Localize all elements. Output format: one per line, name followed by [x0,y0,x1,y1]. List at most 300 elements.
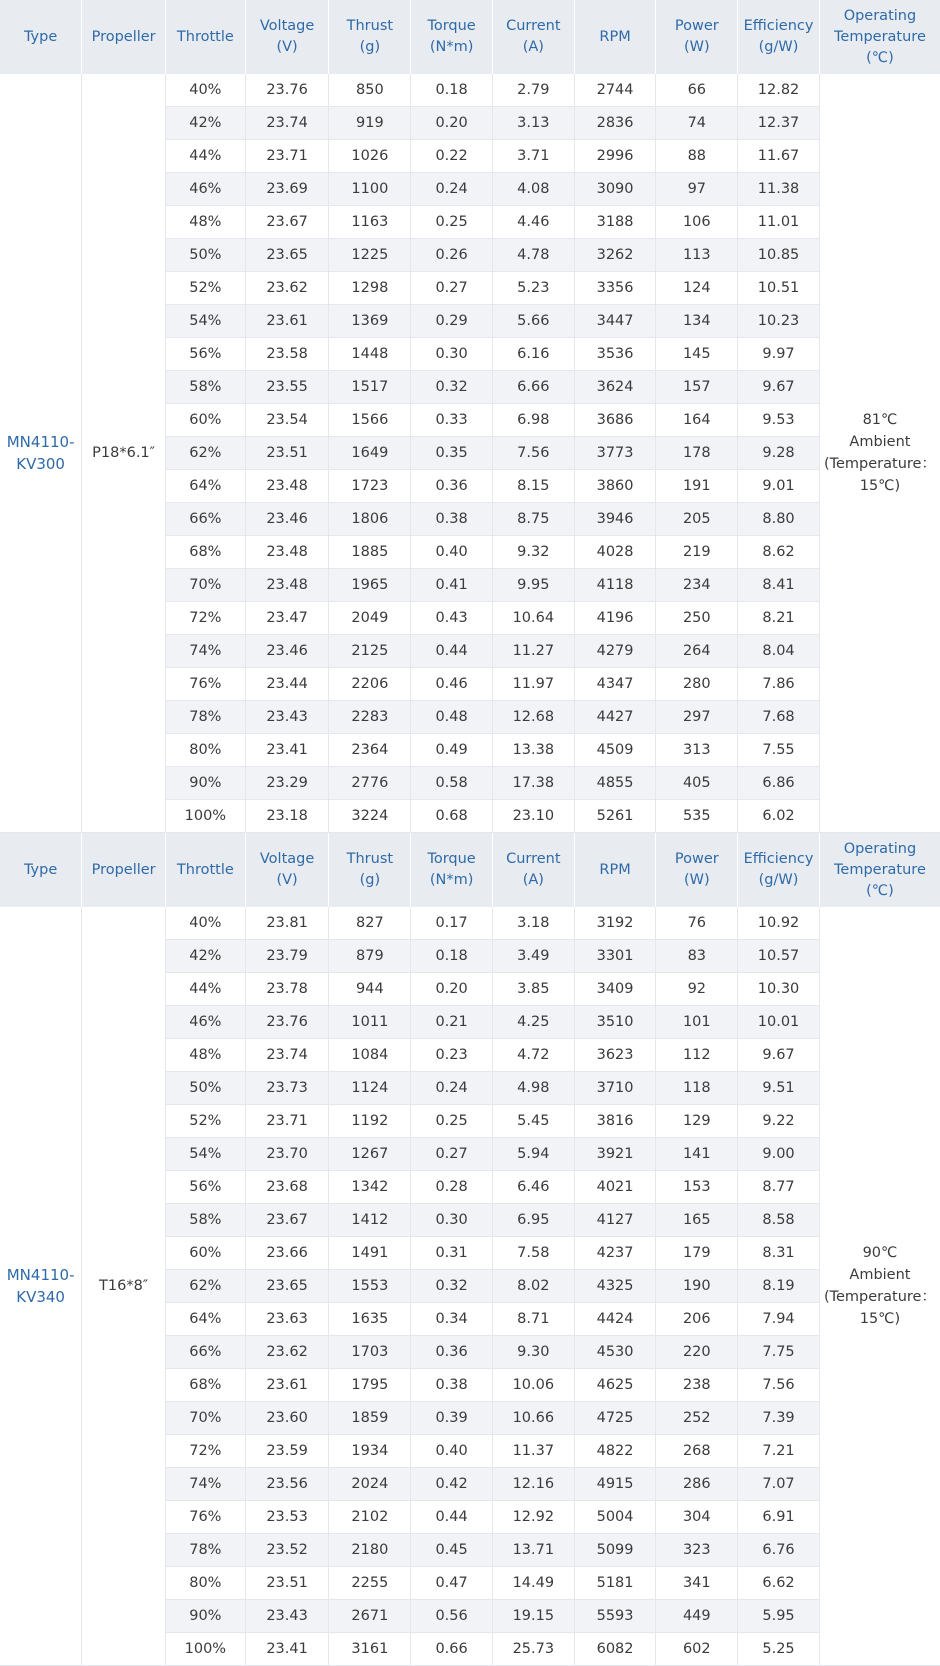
rpm-cell: 4021 [574,1171,656,1204]
header-propeller: Propeller [82,833,166,907]
rpm-cell: 4509 [574,734,656,767]
rpm-cell: 4028 [574,536,656,569]
rpm-cell: 3946 [574,503,656,536]
throttle-cell: 58% [166,1204,246,1237]
motor-type-cell [0,74,82,833]
power-cell: 88 [656,140,738,173]
power-cell: 92 [656,973,738,1006]
throttle-cell: 64% [166,1303,246,1336]
power-cell: 76 [656,907,738,940]
throttle-cell: 40% [166,907,246,940]
current-cell: 9.95 [492,569,574,602]
current-cell: 4.46 [492,206,574,239]
voltage-cell: 23.61 [245,1369,329,1402]
thrust-cell: 2125 [329,635,411,668]
header-line: (℃) [866,882,894,899]
efficiency-cell: 8.31 [738,1237,820,1270]
torque-cell: 0.20 [411,107,493,140]
thrust-cell: 1163 [329,206,411,239]
header-line: (A) [522,872,544,888]
voltage-cell: 23.60 [245,1402,329,1435]
efficiency-cell: 11.38 [738,173,820,206]
rpm-cell: 3188 [574,206,656,239]
torque-cell: 0.49 [411,734,493,767]
voltage-cell: 23.62 [245,1336,329,1369]
torque-cell: 0.30 [411,338,493,371]
throttle-cell: 70% [166,569,246,602]
throttle-cell: 80% [166,734,246,767]
efficiency-cell: 10.23 [738,305,820,338]
torque-cell: 0.38 [411,1369,493,1402]
efficiency-cell: 7.39 [738,1402,820,1435]
power-cell: 313 [656,734,738,767]
power-cell: 297 [656,701,738,734]
torque-cell: 0.17 [411,907,493,940]
header-row [0,833,940,907]
efficiency-cell: 7.68 [738,701,820,734]
thrust-cell: 1225 [329,239,411,272]
throttle-cell: 54% [166,305,246,338]
thrust-cell: 850 [329,74,411,107]
torque-cell: 0.44 [411,635,493,668]
efficiency-cell: 8.19 [738,1270,820,1303]
header-line: Power [674,851,719,867]
rpm-cell: 4279 [574,635,656,668]
throttle-cell: 76% [166,1501,246,1534]
header-rpm: RPM [574,833,656,907]
header-line: Efficiency [743,851,814,867]
thrust-cell: 1934 [329,1435,411,1468]
voltage-cell: 23.78 [245,973,329,1006]
voltage-cell: 23.51 [245,437,329,470]
header-line: Torque [427,851,476,867]
throttle-cell: 76% [166,668,246,701]
header-line: (W) [683,872,710,888]
throttle-cell: 62% [166,1270,246,1303]
thrust-cell: 2283 [329,701,411,734]
header-line: (g) [359,39,381,55]
header-thrust [329,0,411,74]
efficiency-cell: 8.62 [738,536,820,569]
power-cell: 157 [656,371,738,404]
header-line: Current [506,18,561,34]
rpm-cell: 4237 [574,1237,656,1270]
current-cell: 7.58 [492,1237,574,1270]
temperature-line: (Temperature： [823,1289,936,1305]
header-power [656,833,738,907]
efficiency-cell: 12.37 [738,107,820,140]
header-torque [411,0,493,74]
current-cell: 10.06 [492,1369,574,1402]
voltage-cell: 23.54 [245,404,329,437]
torque-cell: 0.28 [411,1171,493,1204]
efficiency-cell: 10.57 [738,940,820,973]
thrust-cell: 2024 [329,1468,411,1501]
rpm-cell: 2836 [574,107,656,140]
voltage-cell: 23.65 [245,1270,329,1303]
torque-cell: 0.56 [411,1600,493,1633]
header-operating-temperature [819,833,940,907]
header-line: Temperature [834,28,926,45]
power-cell: 250 [656,602,738,635]
throttle-cell: 66% [166,1336,246,1369]
rpm-cell: 3409 [574,973,656,1006]
throttle-cell: 100% [166,1633,246,1666]
header-throttle: Throttle [166,833,246,907]
efficiency-cell: 10.85 [738,239,820,272]
rpm-cell: 4915 [574,1468,656,1501]
header-line: Temperature [834,861,926,878]
thrust-cell: 1298 [329,272,411,305]
torque-cell: 0.31 [411,1237,493,1270]
efficiency-cell: 9.67 [738,371,820,404]
efficiency-cell: 11.01 [738,206,820,239]
header-voltage [245,0,329,74]
current-cell: 6.95 [492,1204,574,1237]
thrust-cell: 1795 [329,1369,411,1402]
throttle-cell: 52% [166,272,246,305]
power-cell: 129 [656,1105,738,1138]
current-cell: 11.97 [492,668,574,701]
current-cell: 8.02 [492,1270,574,1303]
torque-cell: 0.30 [411,1204,493,1237]
current-cell: 11.27 [492,635,574,668]
power-cell: 145 [656,338,738,371]
throttle-cell: 74% [166,1468,246,1501]
header-line: (V) [276,872,298,888]
header-line: Thrust [346,851,394,867]
torque-cell: 0.27 [411,272,493,305]
current-cell: 8.71 [492,1303,574,1336]
header-efficiency [738,0,820,74]
torque-cell: 0.36 [411,1336,493,1369]
efficiency-cell: 7.21 [738,1435,820,1468]
thrust-cell: 1806 [329,503,411,536]
throttle-cell: 56% [166,1171,246,1204]
torque-cell: 0.45 [411,1534,493,1567]
current-cell: 11.37 [492,1435,574,1468]
rpm-cell: 4427 [574,701,656,734]
rpm-cell: 3510 [574,1006,656,1039]
torque-cell: 0.46 [411,668,493,701]
temperature-line: (Temperature： [823,456,936,472]
voltage-cell: 23.74 [245,1039,329,1072]
power-cell: 206 [656,1303,738,1336]
efficiency-cell: 7.86 [738,668,820,701]
power-cell: 252 [656,1402,738,1435]
power-cell: 66 [656,74,738,107]
efficiency-cell: 6.76 [738,1534,820,1567]
motor-type-line: MN4110- [6,1266,75,1284]
current-cell: 12.92 [492,1501,574,1534]
voltage-cell: 23.18 [245,800,329,833]
throttle-cell: 70% [166,1402,246,1435]
header-line: (N*m) [429,872,474,888]
thrust-cell: 1026 [329,140,411,173]
torque-cell: 0.48 [411,701,493,734]
rpm-cell: 4325 [574,1270,656,1303]
efficiency-cell: 7.75 [738,1336,820,1369]
throttle-cell: 100% [166,800,246,833]
power-cell: 449 [656,1600,738,1633]
thrust-cell: 919 [329,107,411,140]
power-cell: 74 [656,107,738,140]
torque-cell: 0.24 [411,1072,493,1105]
header-operating-temperature [819,0,940,74]
throttle-cell: 56% [166,338,246,371]
current-cell: 3.13 [492,107,574,140]
current-cell: 3.71 [492,140,574,173]
power-cell: 83 [656,940,738,973]
throttle-cell: 42% [166,940,246,973]
power-cell: 124 [656,272,738,305]
thrust-cell: 2776 [329,767,411,800]
thrust-cell: 1553 [329,1270,411,1303]
header-line: Voltage [259,851,315,867]
header-line: (A) [522,39,544,55]
efficiency-cell: 8.58 [738,1204,820,1237]
current-cell: 4.08 [492,173,574,206]
power-cell: 264 [656,635,738,668]
power-cell: 97 [656,173,738,206]
power-cell: 179 [656,1237,738,1270]
voltage-cell: 23.43 [245,701,329,734]
torque-cell: 0.44 [411,1501,493,1534]
efficiency-cell: 9.97 [738,338,820,371]
table-row [0,907,940,940]
current-cell: 5.94 [492,1138,574,1171]
thrust-cell: 879 [329,940,411,973]
torque-cell: 0.32 [411,1270,493,1303]
efficiency-cell: 9.51 [738,1072,820,1105]
voltage-cell: 23.41 [245,1633,329,1666]
rpm-cell: 4822 [574,1435,656,1468]
power-cell: 535 [656,800,738,833]
header-line: Torque [427,18,476,34]
rpm-cell: 5593 [574,1600,656,1633]
throttle-cell: 44% [166,140,246,173]
current-cell: 6.66 [492,371,574,404]
thrust-cell: 1885 [329,536,411,569]
torque-cell: 0.36 [411,470,493,503]
temperature-line: Ambient [849,434,911,450]
rpm-cell: 3623 [574,1039,656,1072]
voltage-cell: 23.55 [245,371,329,404]
thrust-cell: 1859 [329,1402,411,1435]
current-cell: 6.46 [492,1171,574,1204]
temperature-line: Ambient [849,1267,911,1283]
power-cell: 134 [656,305,738,338]
current-cell: 12.16 [492,1468,574,1501]
temperature-line: 90℃ [862,1245,898,1261]
efficiency-cell: 7.55 [738,734,820,767]
thrust-cell: 1566 [329,404,411,437]
throttle-cell: 44% [166,973,246,1006]
efficiency-cell: 8.21 [738,602,820,635]
thrust-cell: 2671 [329,1600,411,1633]
voltage-cell: 23.81 [245,907,329,940]
current-cell: 8.75 [492,503,574,536]
header-line: Current [506,851,561,867]
power-cell: 341 [656,1567,738,1600]
efficiency-cell: 7.07 [738,1468,820,1501]
rpm-cell: 4530 [574,1336,656,1369]
thrust-cell: 2102 [329,1501,411,1534]
voltage-cell: 23.43 [245,1600,329,1633]
torque-cell: 0.18 [411,74,493,107]
header-current [492,0,574,74]
rpm-cell: 3447 [574,305,656,338]
header-efficiency [738,833,820,907]
temperature-line: 15℃) [859,478,901,494]
thrust-cell: 1100 [329,173,411,206]
power-cell: 178 [656,437,738,470]
power-cell: 190 [656,1270,738,1303]
rpm-cell: 3773 [574,437,656,470]
rpm-cell: 4424 [574,1303,656,1336]
power-cell: 113 [656,239,738,272]
current-cell: 10.64 [492,602,574,635]
thrust-cell: 1011 [329,1006,411,1039]
rpm-cell: 5004 [574,1501,656,1534]
throttle-cell: 48% [166,1039,246,1072]
torque-cell: 0.66 [411,1633,493,1666]
power-cell: 405 [656,767,738,800]
voltage-cell: 23.44 [245,668,329,701]
power-cell: 219 [656,536,738,569]
rpm-cell: 3686 [574,404,656,437]
motor-type-line: MN4110- [6,433,75,451]
torque-cell: 0.26 [411,239,493,272]
efficiency-cell: 9.01 [738,470,820,503]
header-line: Operating [843,7,917,24]
header-line: Operating [843,840,917,857]
rpm-cell: 3192 [574,907,656,940]
operating-temperature-cell [819,907,940,1666]
header-line: (g) [359,872,381,888]
throttle-cell: 80% [166,1567,246,1600]
voltage-cell: 23.56 [245,1468,329,1501]
throttle-cell: 60% [166,1237,246,1270]
current-cell: 14.49 [492,1567,574,1600]
thrust-cell: 1965 [329,569,411,602]
efficiency-cell: 8.80 [738,503,820,536]
thrust-cell: 1649 [329,437,411,470]
power-cell: 165 [656,1204,738,1237]
voltage-cell: 23.67 [245,206,329,239]
header-type: Type [0,833,82,907]
rpm-cell: 3356 [574,272,656,305]
torque-cell: 0.33 [411,404,493,437]
rpm-cell: 4347 [574,668,656,701]
current-cell: 3.18 [492,907,574,940]
current-cell: 2.79 [492,74,574,107]
power-cell: 164 [656,404,738,437]
torque-cell: 0.25 [411,1105,493,1138]
thrust-cell: 1491 [329,1237,411,1270]
throttle-cell: 90% [166,1600,246,1633]
power-cell: 106 [656,206,738,239]
voltage-cell: 23.76 [245,1006,329,1039]
throttle-cell: 78% [166,1534,246,1567]
torque-cell: 0.39 [411,1402,493,1435]
current-cell: 25.73 [492,1633,574,1666]
throttle-cell: 46% [166,1006,246,1039]
torque-cell: 0.34 [411,1303,493,1336]
motor-data-table-2 [0,833,940,1666]
temperature-line: 81℃ [862,412,898,428]
voltage-cell: 23.65 [245,239,329,272]
rpm-cell: 4725 [574,1402,656,1435]
header-line: Voltage [259,18,315,34]
voltage-cell: 23.58 [245,338,329,371]
voltage-cell: 23.46 [245,635,329,668]
torque-cell: 0.24 [411,173,493,206]
current-cell: 6.98 [492,404,574,437]
throttle-cell: 62% [166,437,246,470]
motor-type-cell [0,907,82,1666]
thrust-cell: 1723 [329,470,411,503]
current-cell: 6.16 [492,338,574,371]
current-cell: 10.66 [492,1402,574,1435]
current-cell: 12.68 [492,701,574,734]
rpm-cell: 6082 [574,1633,656,1666]
rpm-cell: 5261 [574,800,656,833]
rpm-cell: 3710 [574,1072,656,1105]
header-line: (N*m) [429,39,474,55]
throttle-cell: 68% [166,536,246,569]
throttle-cell: 90% [166,767,246,800]
throttle-cell: 64% [166,470,246,503]
voltage-cell: 23.69 [245,173,329,206]
current-cell: 4.25 [492,1006,574,1039]
thrust-cell: 2255 [329,1567,411,1600]
rpm-cell: 4127 [574,1204,656,1237]
header-line: (g/W) [758,872,799,888]
current-cell: 5.66 [492,305,574,338]
rpm-cell: 3860 [574,470,656,503]
rpm-cell: 4625 [574,1369,656,1402]
efficiency-cell: 6.91 [738,1501,820,1534]
torque-cell: 0.18 [411,940,493,973]
thrust-cell: 1267 [329,1138,411,1171]
voltage-cell: 23.71 [245,1105,329,1138]
voltage-cell: 23.70 [245,1138,329,1171]
thrust-cell: 944 [329,973,411,1006]
thrust-cell: 1192 [329,1105,411,1138]
header-power [656,0,738,74]
efficiency-cell: 8.77 [738,1171,820,1204]
power-cell: 602 [656,1633,738,1666]
current-cell: 13.71 [492,1534,574,1567]
efficiency-cell: 5.95 [738,1600,820,1633]
throttle-cell: 42% [166,107,246,140]
rpm-cell: 2744 [574,74,656,107]
efficiency-cell: 8.41 [738,569,820,602]
throttle-cell: 68% [166,1369,246,1402]
rpm-cell: 4118 [574,569,656,602]
voltage-cell: 23.63 [245,1303,329,1336]
power-cell: 304 [656,1501,738,1534]
voltage-cell: 23.73 [245,1072,329,1105]
header-row [0,0,940,74]
throttle-cell: 72% [166,1435,246,1468]
header-line: (℃) [866,49,894,66]
thrust-cell: 1342 [329,1171,411,1204]
header-torque [411,833,493,907]
throttle-cell: 48% [166,206,246,239]
voltage-cell: 23.48 [245,569,329,602]
